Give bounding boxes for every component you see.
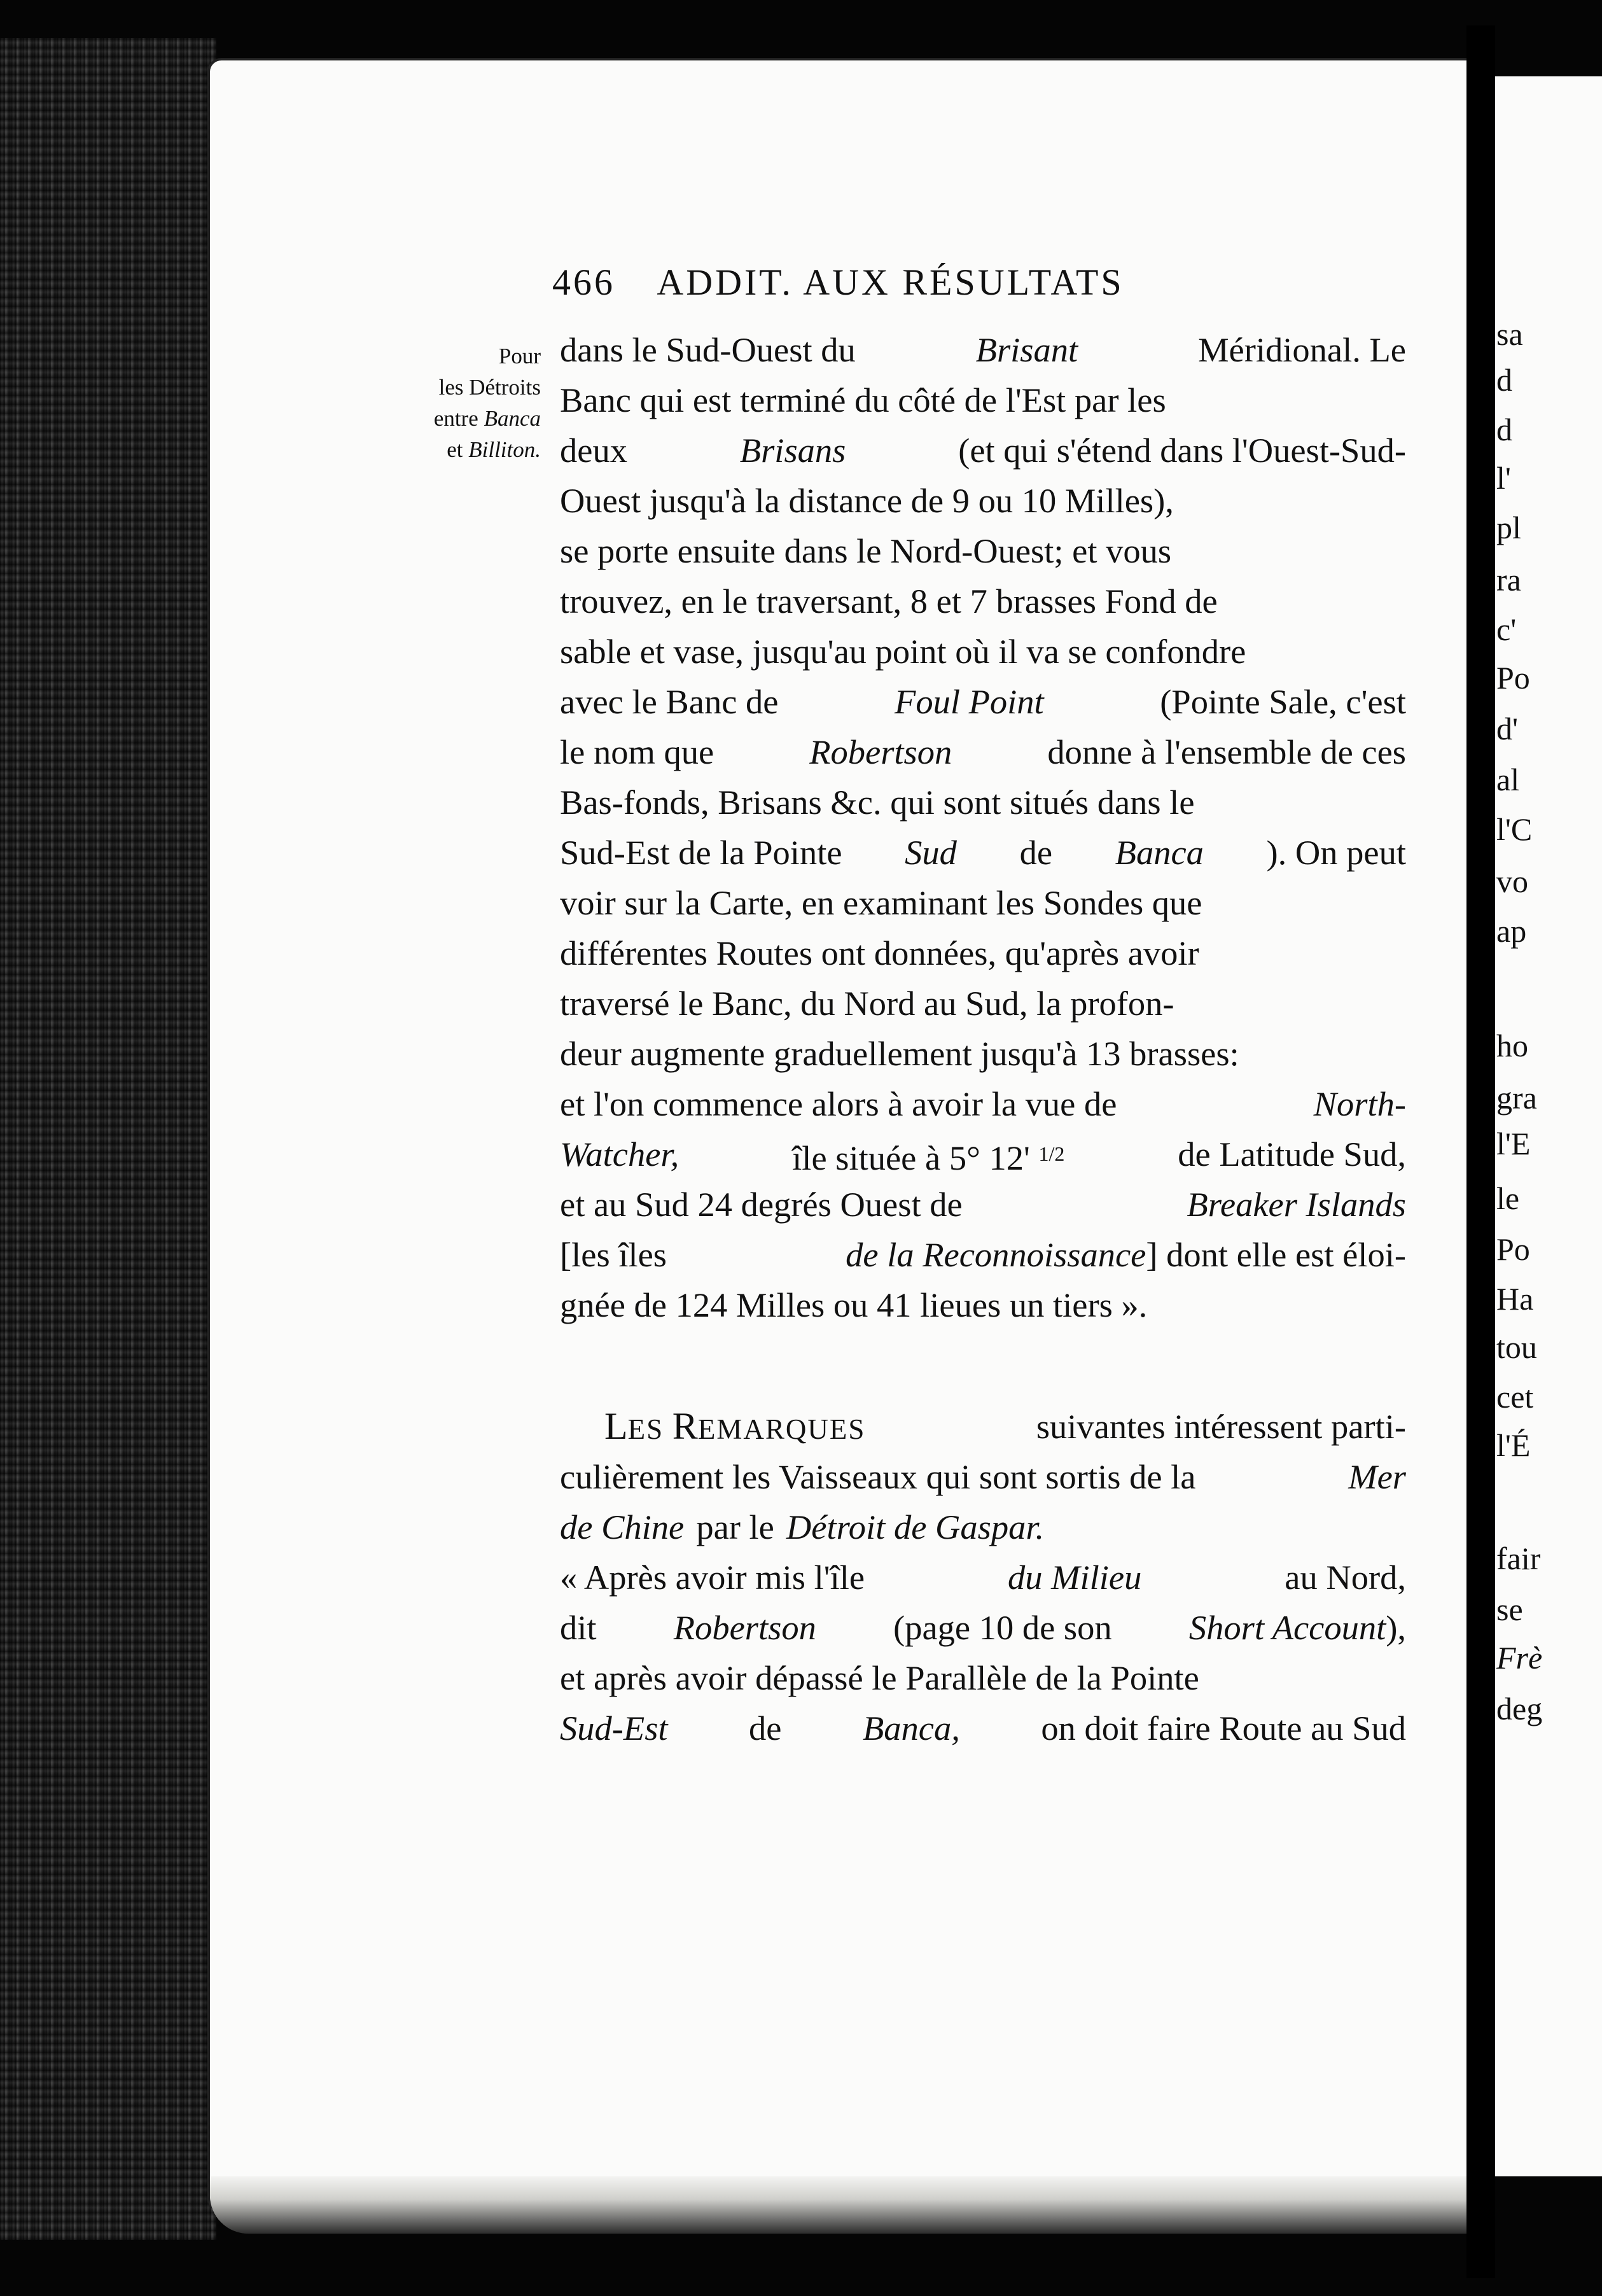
next-page-text: c' bbox=[1496, 612, 1517, 647]
text-segment-italic: Mer bbox=[1348, 1457, 1406, 1496]
text-segment: on doit faire Route au Sud bbox=[1041, 1709, 1406, 1747]
next-page-text: se bbox=[1496, 1592, 1523, 1627]
text-line bbox=[560, 375, 1406, 425]
next-page-text: ap bbox=[1496, 913, 1527, 949]
text-segment-italic: Sud-Est bbox=[560, 1709, 668, 1747]
fraction: 1/2 bbox=[1038, 1142, 1065, 1165]
text-segment: ). On peut bbox=[1266, 833, 1406, 872]
text-segment-italic: Banca, bbox=[862, 1709, 960, 1747]
margin-note-text: Banca bbox=[484, 406, 541, 431]
next-page-text: sa bbox=[1496, 316, 1523, 352]
next-page-text: Ha bbox=[1496, 1281, 1534, 1317]
text-segment: culièrement les Vaisseaux qui sont sortis de la bbox=[560, 1457, 1196, 1496]
text-line bbox=[560, 1079, 1406, 1129]
text-line bbox=[560, 1179, 1406, 1229]
text-line bbox=[560, 827, 1406, 878]
text-segment: EMARQUES bbox=[697, 1413, 866, 1445]
text-segment-italic: Foul Point bbox=[895, 682, 1044, 721]
text-segment-italic: Watcher, bbox=[560, 1135, 679, 1173]
margin-note-line bbox=[382, 403, 541, 434]
text-segment-italic: Short Account bbox=[1188, 1608, 1386, 1647]
margin-note-text: Billiton. bbox=[468, 437, 541, 462]
next-page-text: cet bbox=[1496, 1379, 1534, 1415]
text-segment: trouvez, en le traversant, 8 et 7 brasses Fond de bbox=[560, 582, 1218, 620]
book-page-edges bbox=[0, 38, 216, 2240]
text-line bbox=[560, 1653, 1406, 1703]
text-segment: donne à l'ensemble de ces bbox=[1047, 732, 1406, 771]
text-line bbox=[560, 1552, 1406, 1602]
text-line bbox=[560, 676, 1406, 727]
text-segment: voir sur la Carte, en examinant les Sondes que bbox=[560, 883, 1202, 922]
next-page-text: l' bbox=[1496, 460, 1511, 496]
page-bottom-edge bbox=[210, 2176, 1489, 2234]
text-segment: L bbox=[604, 1405, 628, 1447]
text-segment: R bbox=[672, 1405, 698, 1447]
text-segment: de bbox=[749, 1709, 782, 1747]
next-page-text: Frè bbox=[1496, 1640, 1543, 1676]
text-segment: (et qui s'étend dans l'Ouest-Sud- bbox=[958, 431, 1406, 470]
margin-note-text: et bbox=[447, 437, 463, 462]
next-page-fragment bbox=[1495, 76, 1602, 2176]
text-line bbox=[560, 978, 1406, 1028]
next-page-text: Po bbox=[1496, 1231, 1530, 1267]
text-segment: Bas-fonds, Brisans &c. qui sont situés dans le bbox=[560, 783, 1195, 822]
text-segment: avec le Banc de bbox=[560, 682, 779, 721]
book-gutter bbox=[1466, 25, 1495, 2278]
text-segment: [les îles bbox=[560, 1235, 667, 1274]
text-segment: se porte ensuite dans le Nord-Ouest; et vous bbox=[560, 531, 1172, 570]
text-segment: et l'on commence alors à avoir la vue de bbox=[560, 1084, 1117, 1123]
text-line bbox=[560, 928, 1406, 978]
next-page-text: gra bbox=[1496, 1080, 1537, 1116]
next-page-text: tou bbox=[1496, 1329, 1537, 1365]
next-page-text: d bbox=[1496, 412, 1512, 447]
next-page-text: deg bbox=[1496, 1691, 1543, 1726]
text-line bbox=[560, 576, 1406, 626]
text-line bbox=[560, 325, 1406, 375]
text-segment: île située à 5° 12' bbox=[792, 1138, 1030, 1177]
text-line bbox=[560, 1280, 1406, 1330]
text-line bbox=[560, 777, 1406, 827]
text-segment: Sud-Est de la Pointe bbox=[560, 833, 842, 872]
text-segment: différentes Routes ont données, qu'après avoir bbox=[560, 934, 1199, 972]
text-segment-italic: Breaker Islands bbox=[1187, 1185, 1406, 1224]
next-page-text: l'É bbox=[1496, 1427, 1531, 1463]
text-segment: gnée de 124 Milles ou 41 lieues un tiers ». bbox=[560, 1285, 1148, 1324]
running-title: ADDIT. AUX RÉSULTATS bbox=[657, 262, 1124, 303]
text-segment-italic: Banca bbox=[1115, 833, 1204, 872]
text-segment-italic: Détroit de Gaspar. bbox=[786, 1508, 1045, 1546]
next-page-text: ra bbox=[1496, 562, 1521, 598]
text-segment: sable et vase, jusqu'au point où il va se confondre bbox=[560, 632, 1246, 671]
text-segment-italic: Sud bbox=[905, 833, 957, 872]
text-segment-italic: de Chine bbox=[560, 1508, 685, 1546]
text-segment: Méridional. Le bbox=[1198, 330, 1406, 369]
text-line bbox=[560, 1129, 1406, 1179]
next-page-text: d bbox=[1496, 362, 1512, 398]
text-segment: deux bbox=[560, 431, 627, 470]
next-page-text: d' bbox=[1496, 711, 1519, 746]
margin-note bbox=[382, 340, 541, 465]
text-line bbox=[560, 1229, 1406, 1280]
text-segment: ] dont elle est éloi- bbox=[1146, 1235, 1406, 1274]
text-segment: ES bbox=[627, 1413, 664, 1445]
running-head bbox=[552, 261, 1290, 304]
next-page-text: fair bbox=[1496, 1541, 1541, 1576]
text-segment: dit bbox=[560, 1608, 597, 1647]
next-page-text: le bbox=[1496, 1180, 1520, 1216]
text-segment-italic: du Milieu bbox=[1007, 1558, 1142, 1597]
text-line bbox=[560, 475, 1406, 526]
text-segment: et au Sud 24 degrés Ouest de bbox=[560, 1185, 963, 1224]
text-segment: traversé le Banc, du Nord au Sud, la profon- bbox=[560, 984, 1174, 1023]
text-segment: de bbox=[1019, 833, 1053, 872]
next-page-text: l'E bbox=[1496, 1126, 1531, 1161]
text-segment: suivantes intéressent parti- bbox=[1036, 1407, 1406, 1446]
next-page-text: Po bbox=[1496, 660, 1530, 696]
page-number: 466 bbox=[552, 262, 615, 303]
text-segment: « Après avoir mis l'île bbox=[560, 1558, 865, 1597]
small-caps-heading bbox=[604, 1401, 865, 1452]
next-page-text: l'C bbox=[1496, 811, 1533, 847]
text-segment: (Pointe Sale, c'est bbox=[1160, 682, 1406, 721]
text-segment-italic: de la Reconnoissance bbox=[846, 1235, 1146, 1274]
text-segment: par le bbox=[696, 1508, 774, 1546]
next-page-text: pl bbox=[1496, 510, 1521, 545]
text-segment-italic: Brisans bbox=[739, 431, 846, 470]
margin-note-line: Pour bbox=[498, 344, 541, 368]
next-page-text: vo bbox=[1496, 864, 1528, 899]
text-line bbox=[560, 425, 1406, 475]
text-line bbox=[560, 1703, 1406, 1753]
text-segment: Banc qui est terminé du côté de l'Est par les bbox=[560, 381, 1166, 419]
text-segment: ), bbox=[1386, 1608, 1406, 1647]
text-line bbox=[560, 727, 1406, 777]
margin-note-line bbox=[382, 434, 541, 465]
next-page-text: al bbox=[1496, 762, 1520, 797]
text-segment-italic: Robertson bbox=[809, 732, 952, 771]
margin-note-text: entre bbox=[433, 406, 478, 431]
text-line bbox=[560, 1502, 1406, 1552]
text-line bbox=[560, 1602, 1406, 1653]
text-line bbox=[560, 1028, 1406, 1079]
text-segment-italic: North- bbox=[1313, 1084, 1406, 1123]
text-segment-italic: Brisant bbox=[975, 330, 1078, 369]
text-line bbox=[560, 526, 1406, 576]
next-page-text: ho bbox=[1496, 1028, 1528, 1063]
text-segment: et après avoir dépassé le Parallèle de la Pointe bbox=[560, 1658, 1199, 1697]
paragraph-gap bbox=[560, 1330, 1406, 1401]
text-segment: deur augmente graduellement jusqu'à 13 brasses: bbox=[560, 1034, 1239, 1073]
text-segment: le nom que bbox=[560, 732, 714, 771]
text-line bbox=[560, 1452, 1406, 1502]
text-line bbox=[560, 626, 1406, 676]
text-segment-italic: Robertson bbox=[673, 1608, 816, 1647]
margin-note-line: les Détroits bbox=[438, 375, 541, 400]
text-line bbox=[560, 1401, 1406, 1452]
text-segment: de Latitude Sud, bbox=[1178, 1135, 1406, 1173]
text-segment: Ouest jusqu'à la distance de 9 ou 10 Milles), bbox=[560, 481, 1174, 520]
text-segment: (page 10 de son bbox=[893, 1608, 1112, 1647]
text-line bbox=[560, 878, 1406, 928]
body-text bbox=[560, 325, 1406, 1753]
text-segment: dans le Sud-Ouest du bbox=[560, 330, 856, 369]
text-segment: au Nord, bbox=[1285, 1558, 1406, 1597]
